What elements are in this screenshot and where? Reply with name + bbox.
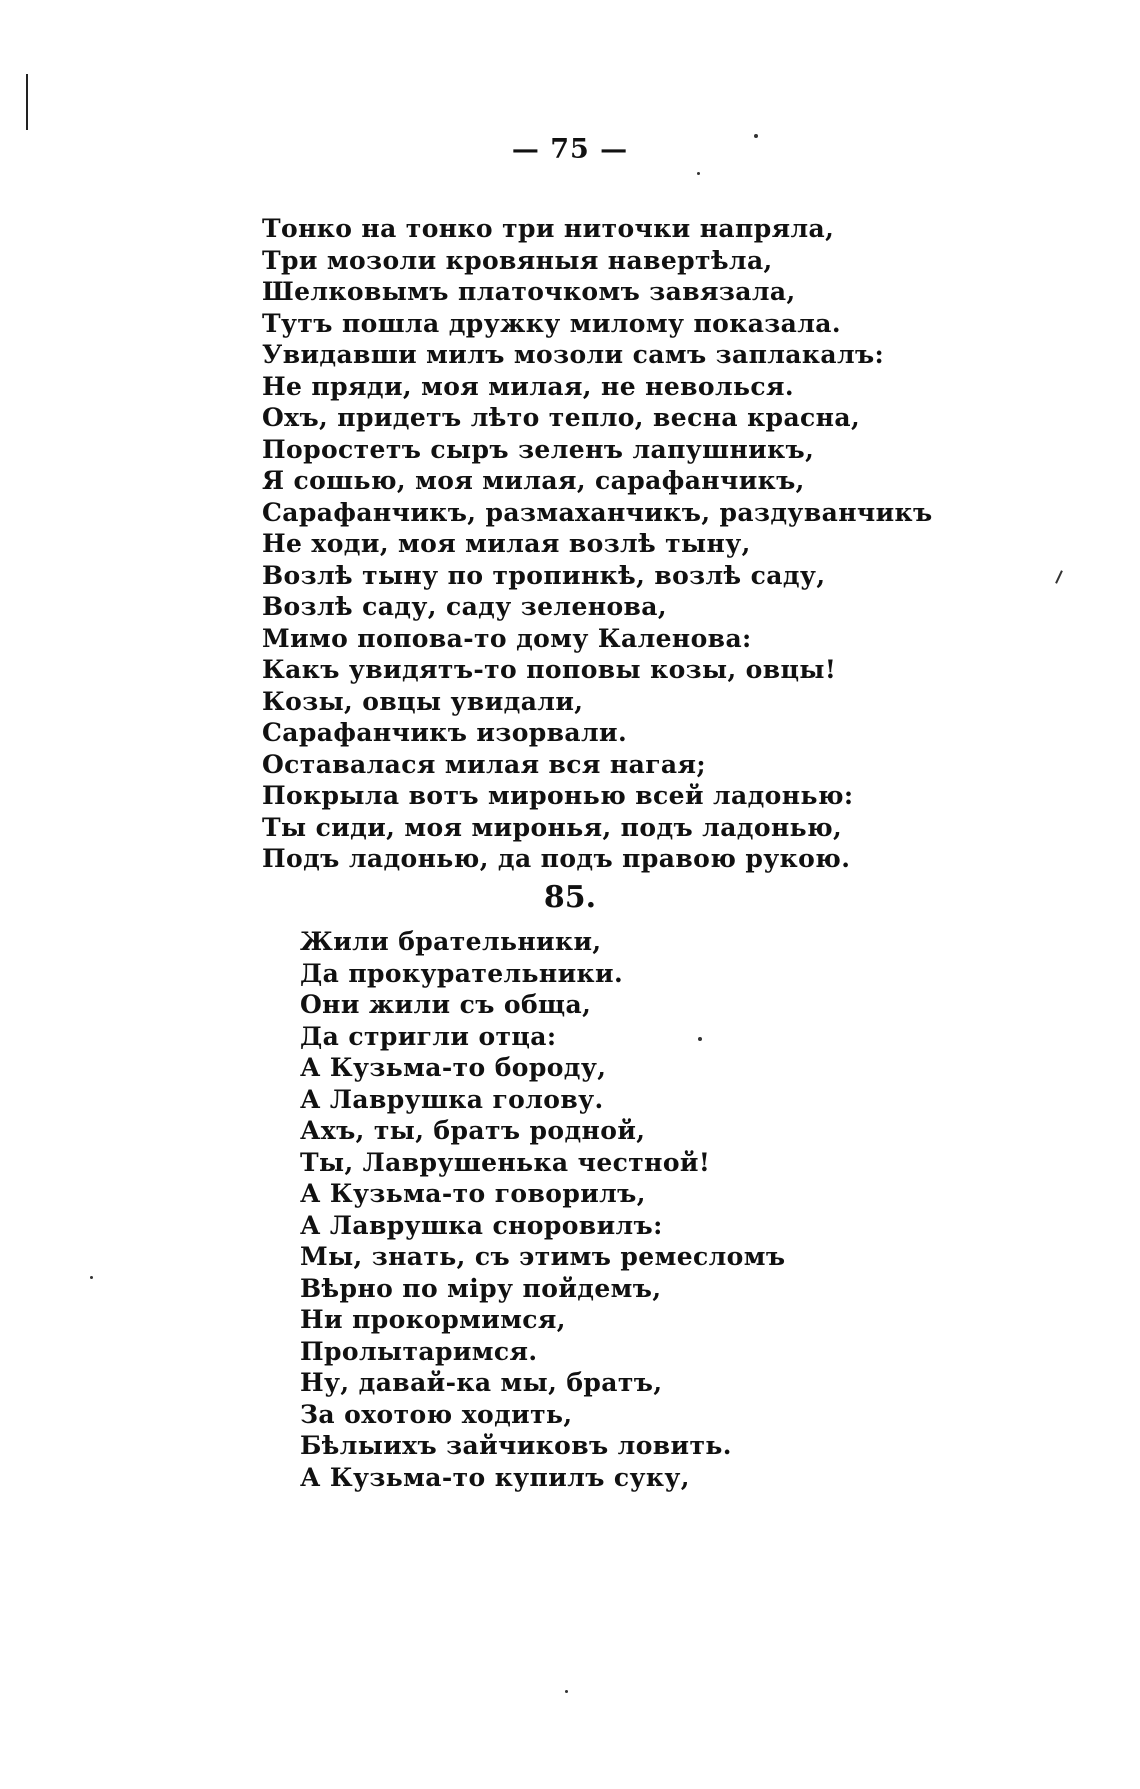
- poem-85-verse: [300, 926, 785, 1493]
- verse-line: Не ходи, моя милая возлѣ тыну,: [262, 529, 751, 558]
- verse-line: Ты сиди, моя миронья, подъ ладонью,: [262, 812, 843, 842]
- verse-line: Ну, давай-ка мы, братъ,: [300, 1368, 663, 1397]
- verse-line: А Лаврушка сноровилъ:: [300, 1210, 663, 1240]
- verse-line: А Кузьма-то говорилъ,: [300, 1179, 646, 1208]
- verse-line: Ни прокормимся,: [300, 1305, 566, 1334]
- verse-line: Вѣрно по міру пойдемъ,: [300, 1273, 662, 1303]
- verse-line: Бѣлыихъ зайчиковъ ловить.: [300, 1431, 732, 1460]
- verse-line: Тонко на тонко три ниточки напряла,: [262, 214, 835, 243]
- scan-edge-mark: [26, 74, 28, 130]
- verse-line: Охъ, придетъ лѣто тепло, весна красна,: [262, 403, 861, 432]
- scan-speck: [697, 172, 700, 175]
- verse-line: Мимо попова-то дому Каленова:: [262, 623, 752, 653]
- page-number: — 75 —: [511, 134, 629, 165]
- verse-line: Подъ ладонью, да подъ правою рукою.: [262, 844, 851, 873]
- verse-line: Ахъ, ты, братъ родной,: [300, 1116, 646, 1145]
- verse-line: Да прокурательники.: [300, 958, 624, 988]
- verse-line: Сарафанчикъ, размаханчикъ, раздуванчикъ: [262, 497, 933, 527]
- verse-line: Какъ увидятъ-то поповы козы, овцы!: [262, 655, 837, 684]
- verse-line: Ты, Лаврушенька честной!: [300, 1147, 711, 1177]
- verse-line: Не пряди, моя милая, не неволься.: [262, 371, 794, 401]
- verse-line: Они жили съ обща,: [300, 990, 592, 1019]
- verse-line: Шелковымъ платочкомъ завязала,: [262, 277, 796, 306]
- verse-line: Пролытаримся.: [300, 1336, 538, 1366]
- poem-number: 85.: [543, 880, 597, 915]
- scan-stroke: [1055, 570, 1063, 584]
- verse-line: Козы, овцы увидали,: [262, 686, 584, 716]
- verse-line: Сарафанчикъ изорвали.: [262, 718, 628, 747]
- verse-line: Да стригли отца:: [300, 1021, 557, 1051]
- verse-line: Мы, знать, съ этимъ ремесломъ: [300, 1242, 786, 1271]
- verse-line: Покрыла вотъ миронью всей ладонью:: [262, 781, 854, 810]
- verse-line: Увидавши милъ мозоли самъ заплакалъ:: [262, 340, 885, 369]
- verse-line: Поростетъ сыръ зеленъ лапушникъ,: [262, 434, 815, 464]
- verse-line: Жили брательники,: [300, 927, 602, 956]
- verse-line: А Кузьма-то купилъ суку,: [300, 1462, 690, 1492]
- verse-line: Три мозоли кровяныя навертѣла,: [262, 245, 773, 275]
- verse-line: Я сошью, моя милая, сарафанчикъ,: [262, 466, 805, 495]
- verse-line: Оставалася милая вся нагая;: [262, 749, 707, 779]
- verse-line: А Лаврушка голову.: [300, 1084, 604, 1114]
- scan-speck: [565, 1690, 568, 1693]
- verse-line: Возлѣ тыну по тропинкѣ, возлѣ саду,: [262, 560, 826, 590]
- verse-line: А Кузьма-то бороду,: [300, 1053, 607, 1082]
- poem-continued-verse: [262, 213, 933, 875]
- verse-line: Тутъ пошла дружку милому показала.: [262, 308, 841, 338]
- scan-speck: [90, 1276, 93, 1279]
- verse-line: Возлѣ саду, саду зеленова,: [262, 592, 667, 621]
- verse-line: За охотою ходить,: [300, 1399, 573, 1429]
